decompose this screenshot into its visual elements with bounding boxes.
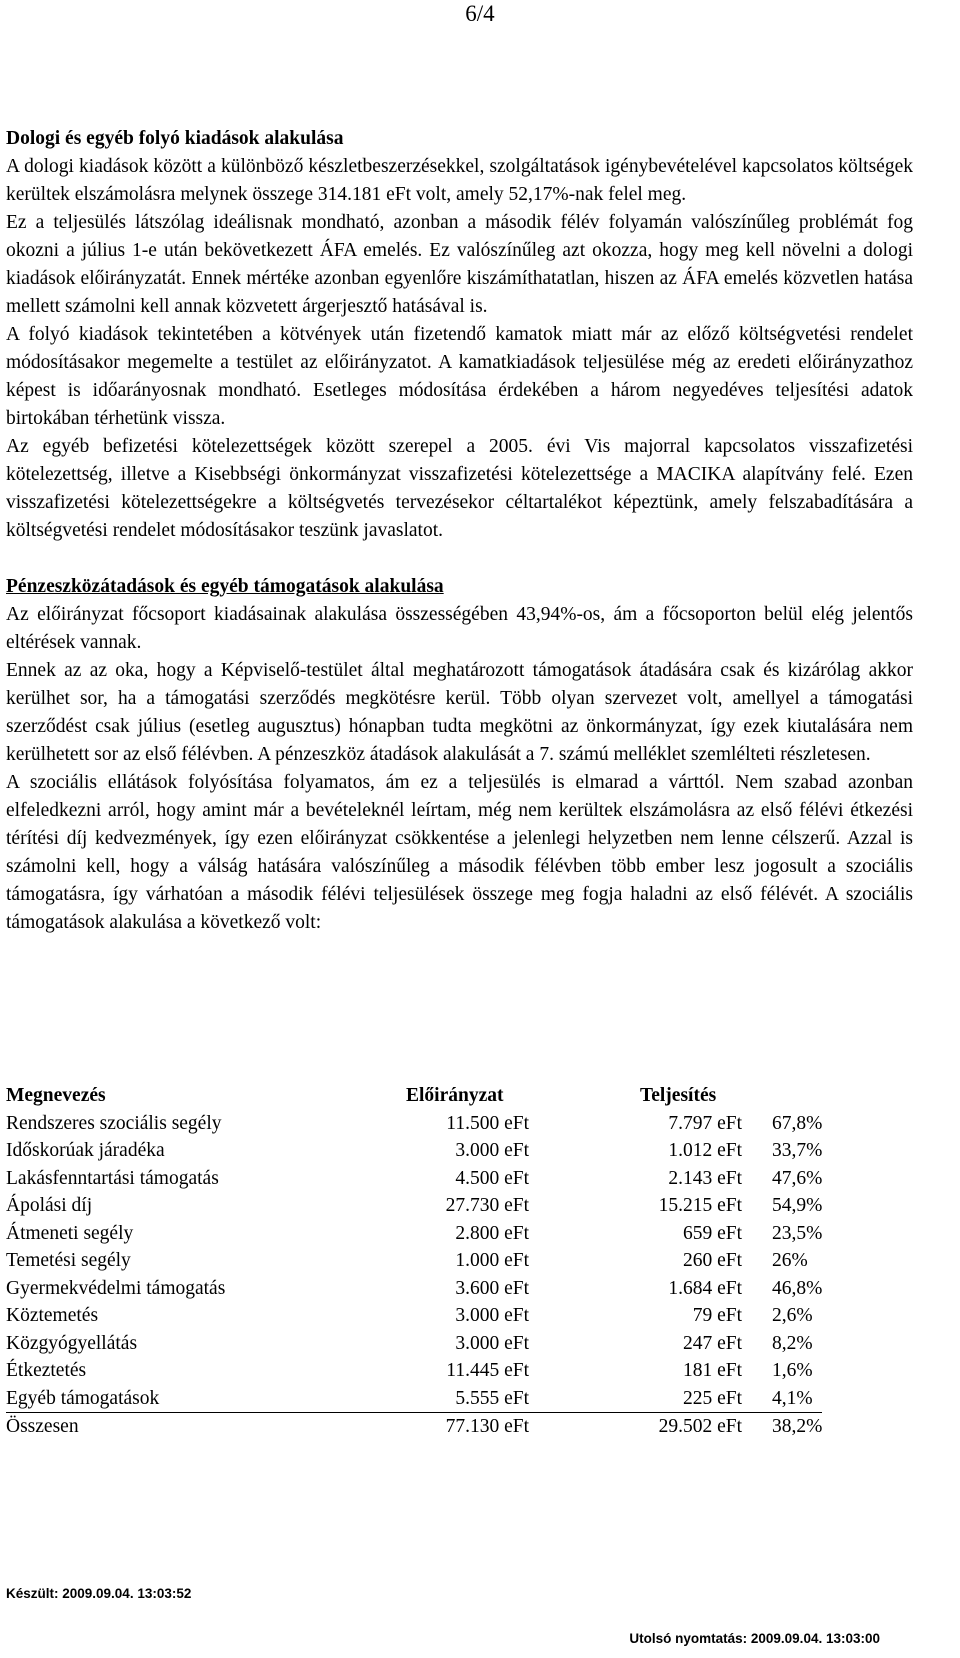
row-percent: 4,1%	[742, 1385, 822, 1413]
table-row	[6, 1330, 822, 1358]
paragraph: A dologi kiadások között a különböző készletbeszerzésekkel, szolgáltatások igénybevételével kapcsolatos költségek kerültek elszámolásra melynek összege 314.181 eFt volt, amely 52,17%-nak felel meg.	[6, 156, 913, 205]
row-name: Közgyógyellátás	[6, 1332, 138, 1354]
table-row	[6, 1220, 822, 1248]
paragraph: A szociális ellátások folyósítása folyamatos, ám ez a teljesülés is elmarad a várttól. Nem szabad azonban elfeledkezni arról, hogy amint már a bevételeknél leírtam, még nem kerültek elszámolásra az első félévi étkezési térítési díj kedvezmények, így ezen előirányzat csökkentése a jelenlegi helyzetben nem lenne célszerű. Azzal is számolni kell, hogy a válság hatására valószínűleg a második félévben több ember lesz jogosult a szociális támogatásra, így várhatóan a második félévi teljesülések összege meg fogja haladni az első félévét. A szociális támogatások alakulása a következő volt:	[6, 772, 913, 933]
table-row	[6, 1165, 822, 1193]
page-number: 6/4	[465, 1, 495, 26]
table-total-row	[6, 1413, 822, 1441]
table-row	[6, 1110, 822, 1138]
row-plan: 4.500 eFt	[455, 1167, 529, 1189]
table-row	[6, 1247, 822, 1275]
row-percent: 67,8%	[772, 1112, 823, 1134]
section-heading-dologi: Dologi és egyéb folyó kiadások alakulása	[6, 128, 344, 149]
table-row	[6, 1302, 822, 1330]
row-actual: 2.143 eFt	[668, 1167, 742, 1189]
row-actual: 225 eFt	[529, 1385, 742, 1413]
printed-timestamp: Utolsó nyomtatás: 2009.09.04. 13:03:00	[629, 1631, 880, 1646]
row-percent: 38,2%	[772, 1416, 823, 1437]
row-percent: 54,9%	[772, 1195, 823, 1216]
row-actual: 7.797 eFt	[668, 1112, 742, 1134]
table-row	[6, 1137, 822, 1165]
paragraph: Ennek az az oka, hogy a Képviselő-testület által meghatározott támogatások átadására csak és kizárólag akkor kerülhet sor, ha a támogatási szerződés megkötésre kerül. Több olyan szervezet volt, amellyel a támogatási szerződést csak július (esetleg augusztus) hónapban tudta megkötni az önkormányzat, így ezek kiutalására nem kerülhetett sor az első félévben. A pénzeszköz átadások alakulását a 7. számú melléklet szemlélteti részletesen.	[6, 660, 913, 765]
social-support-table	[6, 1082, 822, 1441]
row-actual: 659 eFt	[682, 1222, 742, 1244]
row-name: Köztemetés	[6, 1305, 99, 1326]
row-name: Gyermekvédelmi támogatás	[6, 1277, 226, 1299]
table-row	[6, 1357, 822, 1385]
row-plan: 3.000 eFt	[455, 1332, 529, 1354]
row-plan: 11.500 eFt	[446, 1112, 529, 1134]
row-plan: 27.730 eFt	[445, 1195, 529, 1216]
row-percent: 47,6%	[772, 1167, 823, 1189]
document-body	[6, 125, 913, 937]
table-row	[6, 1192, 822, 1220]
row-actual: 29.502 eFt	[658, 1416, 742, 1437]
row-actual: 181 eFt	[682, 1360, 742, 1381]
row-percent: 46,8%	[772, 1277, 823, 1299]
row-actual: 260 eFt	[682, 1250, 742, 1271]
row-name: Időskorúak járadéka	[6, 1140, 165, 1161]
row-actual: 79 eFt	[692, 1305, 742, 1326]
row-actual: 247 eFt	[682, 1332, 742, 1354]
row-actual: 1.684 eFt	[668, 1277, 742, 1299]
header-actual: Teljesítés	[640, 1085, 717, 1106]
row-plan: 77.130 eFt	[445, 1416, 529, 1437]
row-name: Étkeztetés	[6, 1360, 87, 1381]
table-body	[6, 1110, 822, 1441]
paragraph: Az egyéb befizetési kötelezettségek között szerepel a 2005. évi Vis majorral kapcsolatos visszafizetési kötelezettség, illetve a Kisebbségi önkormányzat visszafizetési kötelezettsége a MACIKA alapítvány felé. Ezen visszafizetési kötelezettségekre a költségvetés tervezésekor céltartalékot képeztünk, amely felszabadítására a költségvetési rendelet módosításakor teszünk javaslatot.	[6, 436, 913, 541]
row-name: Temetési segély	[6, 1250, 131, 1271]
row-percent: 2,6%	[772, 1305, 813, 1326]
row-plan: 3.000 eFt	[455, 1140, 529, 1161]
row-percent: 1,6%	[772, 1360, 813, 1381]
row-name: Átmeneti segély	[6, 1222, 134, 1244]
row-name: Ápolási díj	[6, 1195, 93, 1216]
row-percent: 26%	[772, 1250, 808, 1271]
row-plan: 1.000 eFt	[455, 1250, 529, 1271]
table-header-row	[6, 1082, 822, 1110]
row-actual: 15.215 eFt	[658, 1195, 742, 1216]
paragraph: A folyó kiadások tekintetében a kötvények után fizetendő kamatok miatt már az előző költségvetési rendelet módosításakor megemelte a testület az előirányzatot. A kamatkiadások teljesülése még az eredeti előirányzathoz képest is időarányosnak mondható. Esetleges módosítása érdekében a három negyedéves teljesítési adatok birtokában térhetünk vissza.	[6, 324, 913, 429]
row-actual: 1.012 eFt	[668, 1140, 742, 1161]
row-plan: 3.000 eFt	[455, 1305, 529, 1326]
created-timestamp: Készült: 2009.09.04. 13:03:52	[6, 1586, 192, 1601]
row-name: Összesen	[6, 1416, 79, 1437]
row-percent: 8,2%	[772, 1332, 813, 1354]
row-plan: 2.800 eFt	[455, 1222, 529, 1244]
section-heading-penzeszkoz: Pénzeszközátadások és egyéb támogatások alakulása	[6, 576, 444, 597]
header-plan: Előirányzat	[406, 1085, 504, 1106]
row-plan: 3.600 eFt	[455, 1277, 529, 1299]
row-plan: 5.555 eFt	[406, 1385, 529, 1413]
row-percent: 23,5%	[772, 1222, 823, 1244]
row-name: Rendszeres szociális segély	[6, 1112, 222, 1134]
paragraph: Ez a teljesülés látszólag ideálisnak mondható, azonban a második félév folyamán valószínűleg problémát fog okozni a július 1-e után bekövetkezett ÁFA emelés. Ez valószínűleg azt okozza, hogy meg kell növelni a dologi kiadások előirányzatát. Ennek mértéke azonban egyenlőre kiszámíthatatlan, hiszen az ÁFA emelés közvetlen hatása mellett számolni kell annak közvetett árgerjesztő hatásával is.	[6, 212, 913, 317]
row-plan: 11.445 eFt	[446, 1360, 529, 1381]
table-row	[6, 1275, 822, 1303]
row-name: Lakásfenntartási támogatás	[6, 1167, 219, 1189]
row-name: Egyéb támogatások	[6, 1385, 406, 1413]
header-name: Megnevezés	[6, 1085, 106, 1106]
paragraph: Az előirányzat főcsoport kiadásainak alakulása összességében 43,94%-os, ám a főcsoporton belül elég jelentős eltérések vannak.	[6, 604, 913, 653]
table-row	[6, 1385, 822, 1413]
row-percent: 33,7%	[772, 1140, 823, 1161]
